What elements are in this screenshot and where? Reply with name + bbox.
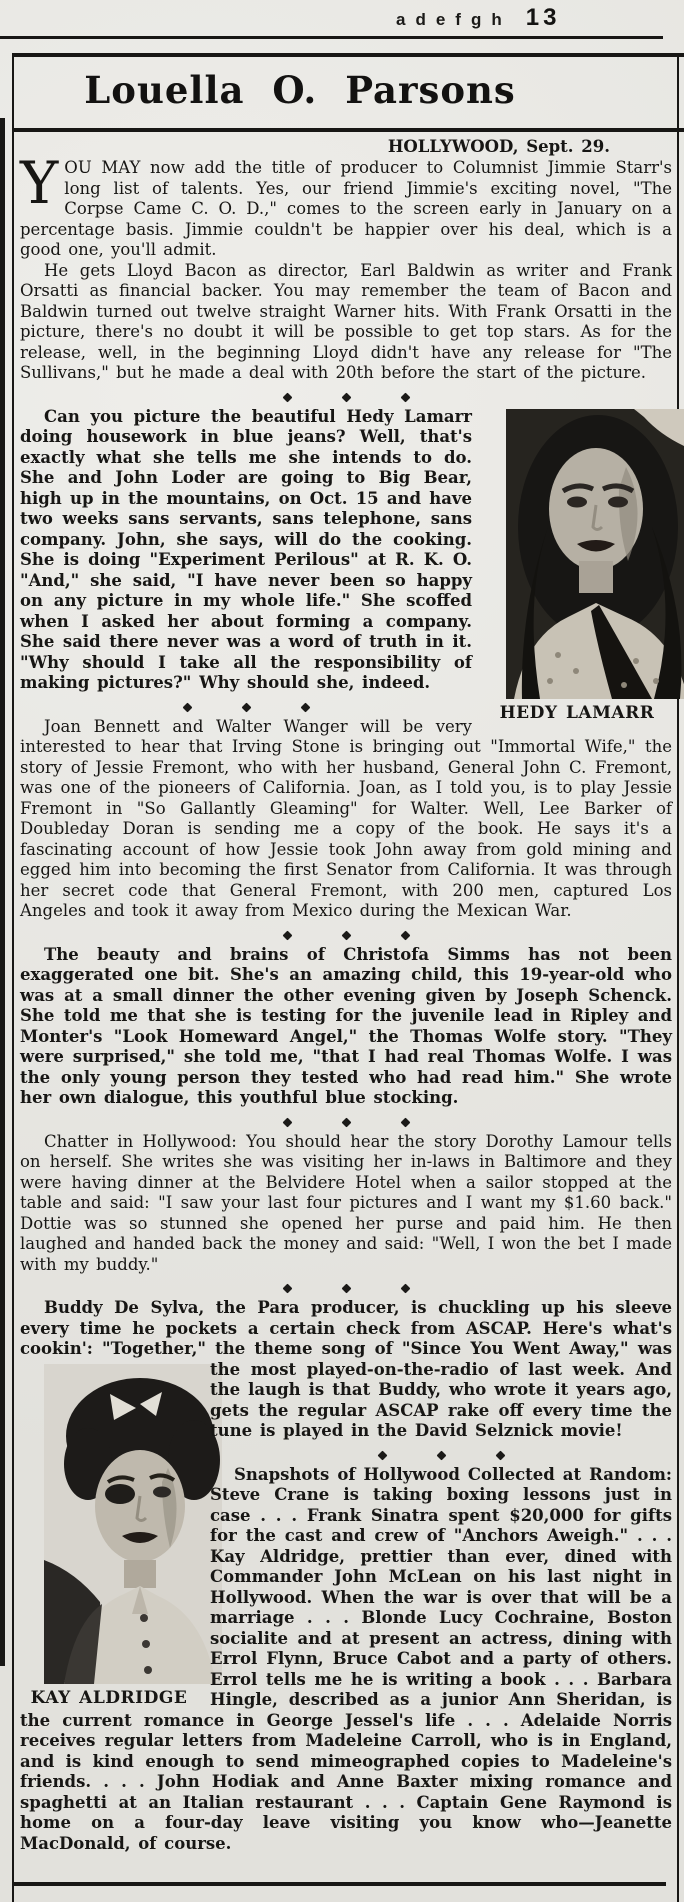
star-icon — [400, 930, 410, 940]
kay-aldridge-photo — [20, 1364, 198, 1684]
star-separator — [20, 1109, 672, 1132]
star-icon — [341, 392, 351, 402]
star-icon — [182, 702, 192, 712]
paragraph-chatter: Chatter in Hollywood: You should hear the story Dorothy Lamour tells on herself. She writes she was visiting her in-laws in Baltimore and they were having dinner at the Belvidere Hotel when a sailor stopped at the table and said: "I saw your last four pictures and I want my $1.60 back." Dottie was so stunned she opened her purse and paid him. He then laughed and handed back the money and said: "Well, I won the bet I made with my buddy." — [20, 1131, 672, 1274]
left-column-border-thick — [0, 118, 5, 1666]
hedy-lamarr-figure — [482, 409, 672, 724]
bottom-rule — [14, 1882, 666, 1886]
star-icon — [282, 1284, 292, 1294]
star-icon — [436, 1450, 446, 1460]
paragraph-christofa-simms: The beauty and brains of Christofa Simms has not been exaggerated one bit. She's an amazing child, this 19-year-old who was at a small dinner the other evening given by Joseph Schenck. She told me that she is testing for the juvenile lead in Ripley and Monter's "Look Homeward Angel," the Thomas Wolfe story. "They were surprised," she told me, "that I had real Thomas Wolfe. I was the only young person they tested who had read him." She wrote her own dialogue, this youthful blue stocking. — [20, 944, 672, 1107]
star-icon — [341, 930, 351, 940]
paragraph-hedy-text: Can you picture the beautiful Hedy Lamarr doing housework in blue jeans? Well, that's exactly what she tells me she intends to do. She and John Loder are going to Big Bear, high up in the mountains, on Oct. 15 and have two weeks sans servants, sans telephone, sans company. John, she says, will do the cooking. She is doing "Experiment Perilous" at R. K. O. "And," she said, "I have never been so happy on any picture in my whole life." She scoffed when I asked her about forming a company. She said there never was a word of truth in it. "Why should I take all the responsibility of making pictures?" Why should she, indeed. — [20, 406, 472, 692]
paragraph-hedy-lamarr — [20, 406, 672, 723]
kay-aldridge-caption: KAY ALDRIDGE — [30, 1687, 188, 1708]
columnist-name: Louella O. Parsons — [84, 68, 516, 112]
lead-paragraph — [20, 149, 672, 261]
star-icon — [341, 1284, 351, 1294]
hedy-lamarr-photo — [482, 409, 672, 699]
article-body — [20, 136, 672, 1854]
paragraph-joan-bennett: Joan Bennett and Walter Wanger will be very interested to hear that Irving Stone is bringing out "Immortal Wife," the story of Jessie Fremont, who with her husband, General John C. Fremont, was one of the pioneers of California. Joan, as I told you, is to play Jessie Fremont in "So Gallantly Gleaming" for Walter. Well, Lee Barker of Doubleday Doran is sending me a copy of the book. He says it's a fascinating account of how Jessie took John away from gold mining and egged him into becoming the first Senator from California. It was through her secret code that General Fremont, with 200 men, captured Los Angeles and took it away from Mexico during the Mexican War. — [20, 716, 672, 920]
paragraph-snapshots: Snapshots of Hollywood Collected at Random: Steve Crane is taking boxing lessons just in case . . . Frank Sinatra spent $20,000 for gifts for the cast and crew of "Anchors Aweigh." . . . Kay Aldridge, prettier than ever, dined with Commander John McLean on his last night in Hollywood. When the war is over that will be a marriage . . . Blonde Lucy Cochraine, Boston socialite and at present an actress, dining with Errol Flynn, Bruce Cabot and a party of others. Errol tells me he is writing a book . . . Barbara Hingle, described as a junior Ann Sheridan, is the current romance in George Jessel's life . . . Adelaide Norris receives regular letters from Madeleine Carroll, who is in England, and is kind enough to send mimeographed copies to Madeleine's friends. . . . John Hodiak and Anne Baxter mixing romance and spaghetti at an Italian restaurant . . . Captain Gene Raymond is home on a four-day leave visiting you know who—Jeanette MacDonald, of course. — [20, 1464, 672, 1853]
star-separator — [20, 1275, 672, 1298]
star-icon — [282, 930, 292, 940]
page-header — [396, 4, 676, 32]
star-icon — [282, 392, 292, 402]
star-icon — [282, 1117, 292, 1127]
star-icon — [300, 702, 310, 712]
star-icon — [400, 392, 410, 402]
star-separator — [20, 922, 672, 945]
masthead-bottom-rule — [12, 128, 684, 132]
hedy-lamarr-caption: HEDY LAMARR — [499, 702, 655, 723]
edition-marks: adefgh — [396, 10, 512, 29]
dateline: HOLLYWOOD, Sept. 29. — [387, 137, 610, 156]
left-column-border-thin — [12, 53, 14, 1902]
paragraph-buddy-text-after: was the most played-on-the-radio of last week. And the laugh is that Buddy, who wrote it years ago, gets the regular ASCAP rake off every time the tune is played in the David Selznick movie! — [210, 1339, 672, 1440]
star-icon — [377, 1450, 387, 1460]
paragraph-buddy-text-before: Buddy De Sylva, the Para producer, is chuckling up his sleeve every time he pockets a certain check from ASCAP. Here's what's cookin': "Together," the theme song of "Since You Went Away," — [20, 1298, 672, 1358]
paragraph-bacon-deal: He gets Lloyd Bacon as director, Earl Baldwin as writer and Frank Orsatti as financial backer. You may remember the team of Bacon and Baldwin turned out twelve straight Warner hits. With Frank Orsatti in the picture, there's no doubt it will be possible to get top stars. As for the release, well, in the beginning Lloyd didn't have any release for "The Sullivans," but he made a deal with 20th before the start of the picture. — [20, 260, 672, 382]
star-icon — [400, 1284, 410, 1294]
page-number: 13 — [525, 4, 561, 31]
kay-aldridge-figure — [20, 1364, 198, 1709]
right-column-border — [677, 53, 679, 1902]
top-rule — [0, 36, 663, 39]
star-icon — [495, 1450, 505, 1460]
star-icon — [400, 1117, 410, 1127]
masthead — [0, 60, 600, 120]
star-icon — [341, 1117, 351, 1127]
star-separator — [20, 384, 672, 407]
lead-paragraph-text: OU MAY now add the title of producer to Columnist Jimmie Starr's long list of talents. Yes, our friend Jimmie's exciting novel, "The Corpse Came C. O. D.," comes to the screen early in January on a percentage basis. Jimmie couldn't be happier over his deal, which is a good one, you'll admit. — [20, 158, 672, 259]
star-icon — [241, 702, 251, 712]
drop-cap: Y — [20, 149, 59, 217]
masthead-top-rule — [12, 53, 684, 57]
